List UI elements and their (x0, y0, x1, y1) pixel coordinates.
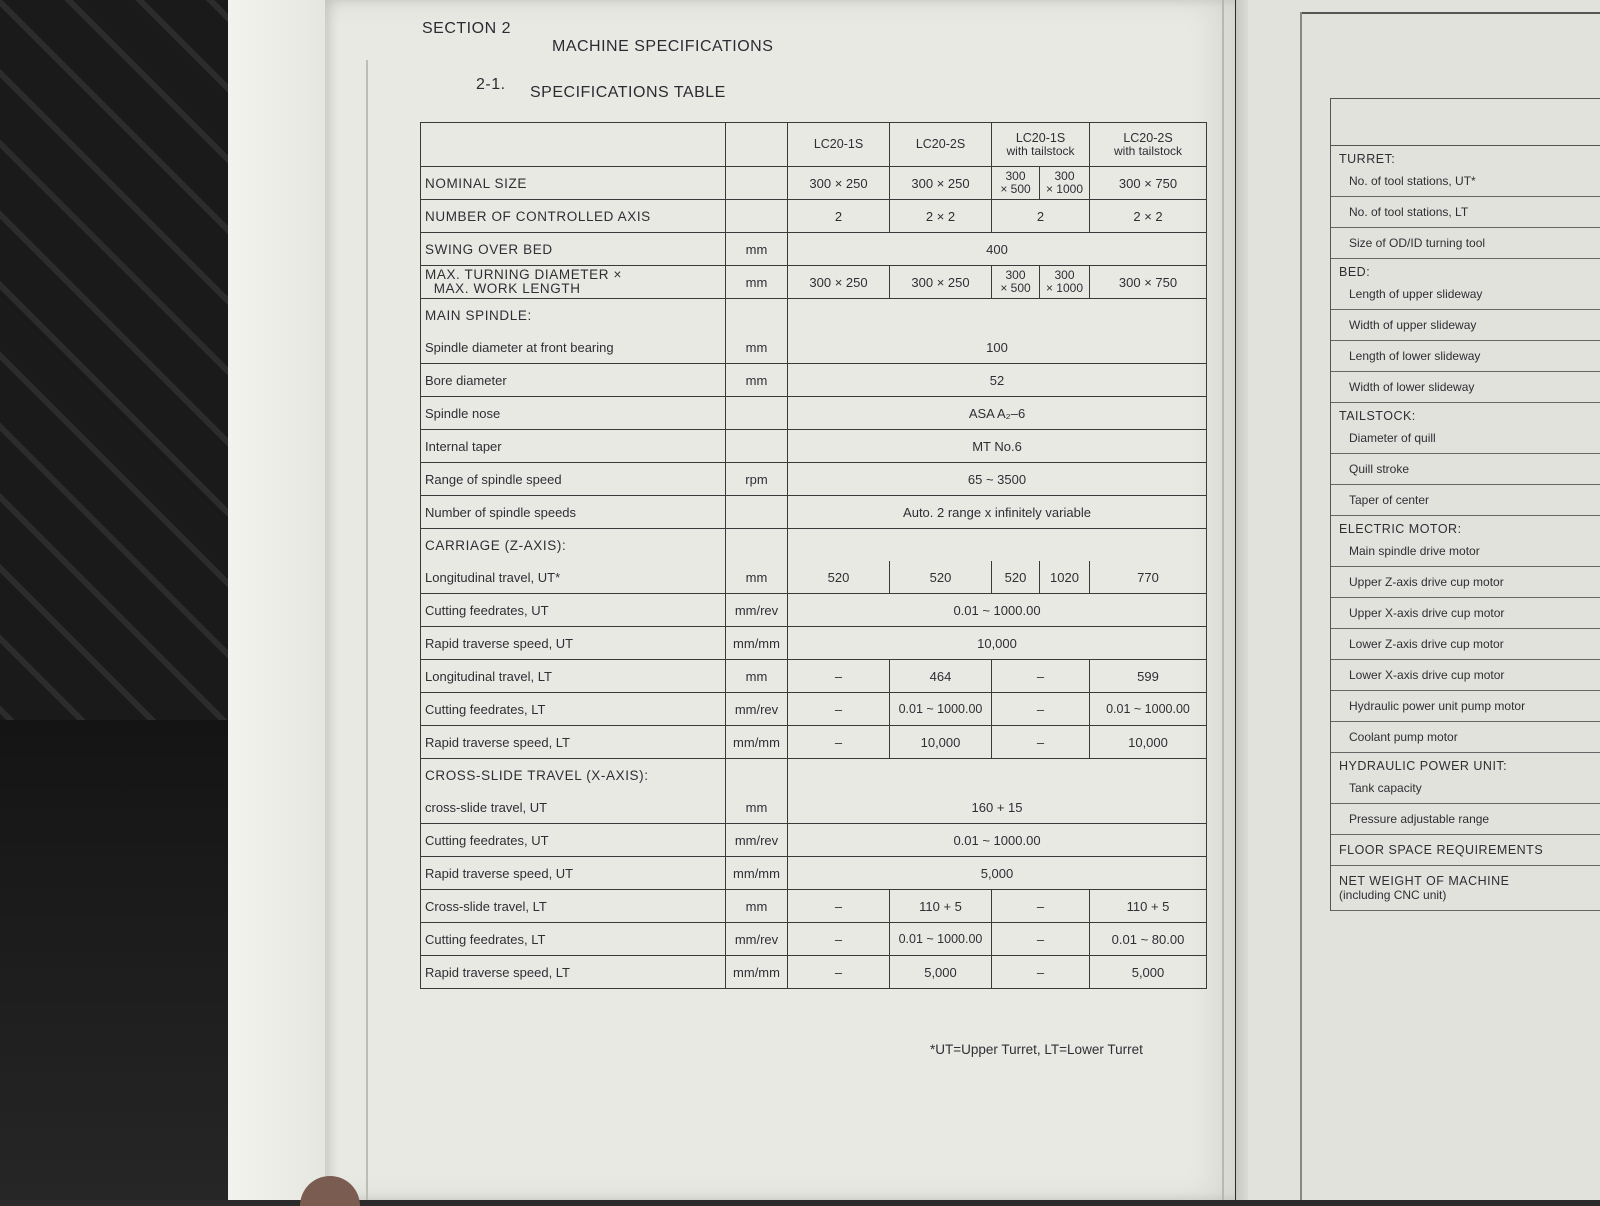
header-model-4-name: LC20-2S (1123, 130, 1173, 145)
footnote: *UT=Upper Turret, LT=Lower Turret (930, 1042, 1143, 1057)
value-cell: 464 (890, 660, 992, 693)
table-row (421, 824, 1207, 857)
unit-cell (726, 200, 788, 233)
unit-cell: mm/mm (726, 726, 788, 759)
unit-cell: mm (726, 331, 788, 364)
value-cell: 0.01 ~ 80.00 (1090, 923, 1207, 956)
unit-cell (726, 167, 788, 200)
unit-cell: mm/mm (726, 956, 788, 989)
value-cell: MT No.6 (788, 430, 1207, 463)
value-cell: – (992, 693, 1090, 726)
value-cell: – (992, 890, 1090, 923)
row-label: NOMINAL SIZE (421, 167, 726, 200)
header-model-4 (1090, 123, 1207, 167)
row-label-line2: MAX. WORK LENGTH (433, 281, 581, 296)
value-cell: – (788, 660, 890, 693)
unit-cell: mm/rev (726, 693, 788, 726)
row-label: Cross-slide travel, LT (421, 890, 726, 923)
section-title: MACHINE SPECIFICATIONS (552, 38, 774, 55)
right-list-item: Diameter of quill (1331, 423, 1600, 454)
right-list-category: NET WEIGHT OF MACHINE (1339, 874, 1510, 888)
value-cell: 300 × 250 (788, 167, 890, 200)
value-cell: 0.01 ~ 1000.00 (1090, 693, 1207, 726)
table-row (421, 890, 1207, 923)
right-list-item: Width of upper slideway (1331, 310, 1600, 341)
header-model-2: LC20-2S (890, 123, 992, 167)
value-cell: Auto. 2 range x infinitely variable (788, 496, 1207, 529)
table-row (421, 857, 1207, 890)
value-cell: 400 (788, 233, 1207, 266)
value-cell (788, 529, 1207, 562)
category-label: CARRIAGE (Z-AXIS): (421, 529, 726, 562)
subsection-title: SPECIFICATIONS TABLE (530, 84, 726, 101)
value-cell: 10,000 (788, 627, 1207, 660)
right-list-category: FLOOR SPACE REQUIREMENTS (1331, 835, 1600, 866)
header-model-3-name: LC20-1S (1015, 130, 1066, 145)
value-cell: 300 × 500 (992, 167, 1040, 200)
value-cell: 2 × 2 (890, 200, 992, 233)
header-blank (421, 123, 726, 167)
right-list-category: HYDRAULIC POWER UNIT: (1339, 759, 1508, 773)
header-model-3 (992, 123, 1090, 167)
right-page-frame-left (1300, 12, 1302, 1200)
value-cell: 520 (992, 561, 1040, 594)
header-unit-blank (726, 123, 788, 167)
table-row (421, 660, 1207, 693)
row-label (421, 266, 726, 299)
table-row (421, 331, 1207, 364)
unit-cell: mm (726, 791, 788, 824)
value-cell: 300 × 1000 (1040, 266, 1090, 299)
header-model-4-note: with tailstock (1113, 143, 1183, 158)
right-list-category: TAILSTOCK: (1339, 409, 1416, 423)
table-row (421, 233, 1207, 266)
value-cell: 100 (788, 331, 1207, 364)
unit-cell: mm/rev (726, 594, 788, 627)
table-row (421, 397, 1207, 430)
right-list-item: Coolant pump motor (1331, 722, 1600, 753)
table-row (421, 430, 1207, 463)
table-row (421, 627, 1207, 660)
row-label: Rapid traverse speed, LT (421, 726, 726, 759)
value-cell: – (788, 890, 890, 923)
row-label: Internal taper (421, 430, 726, 463)
row-label: Spindle nose (421, 397, 726, 430)
header-model-3-note: with tailstock (1006, 143, 1075, 158)
value-cell: 300 × 750 (1090, 167, 1207, 200)
value-cell: – (788, 923, 890, 956)
right-list-item: Quill stroke (1331, 454, 1600, 485)
right-list-item: Hydraulic power unit pump motor (1331, 691, 1600, 722)
value-cell: 770 (1090, 561, 1207, 594)
row-label: SWING OVER BED (421, 233, 726, 266)
unit-cell: mm (726, 364, 788, 397)
unit-cell: mm/rev (726, 923, 788, 956)
right-list-item: No. of tool stations, LT (1331, 197, 1600, 228)
header-model-1: LC20-1S (788, 123, 890, 167)
value-cell: 2 × 2 (1090, 200, 1207, 233)
right-list-category: TURRET: (1339, 152, 1396, 166)
right-list-item: No. of tool stations, UT* (1331, 166, 1600, 197)
value-cell: 110 + 5 (890, 890, 992, 923)
right-list-category: ELECTRIC MOTOR: (1339, 522, 1462, 536)
right-list-item: Taper of center (1331, 485, 1600, 516)
value-cell: – (992, 726, 1090, 759)
value-cell (788, 299, 1207, 332)
value-cell: – (992, 956, 1090, 989)
right-list-item: Main spindle drive motor (1331, 536, 1600, 567)
value-cell: 52 (788, 364, 1207, 397)
row-label: Number of spindle speeds (421, 496, 726, 529)
value-cell: 5,000 (1090, 956, 1207, 989)
section-number: SECTION 2 (422, 20, 511, 37)
value-cell: 300 × 250 (890, 167, 992, 200)
value-cell: 5,000 (890, 956, 992, 989)
right-list-item: Pressure adjustable range (1331, 804, 1600, 835)
unit-cell (726, 496, 788, 529)
row-label: Cutting feedrates, UT (421, 594, 726, 627)
row-label: Cutting feedrates, UT (421, 824, 726, 857)
unit-cell (726, 397, 788, 430)
table-row (421, 956, 1207, 989)
value-cell: 1020 (1040, 561, 1090, 594)
page-right-rule (1222, 0, 1224, 1200)
value-cell (788, 759, 1207, 792)
value-cell: – (788, 726, 890, 759)
value-cell: 300 × 250 (890, 266, 992, 299)
table-row (421, 594, 1207, 627)
right-list-item: Width of lower slideway (1331, 372, 1600, 403)
value-cell: 10,000 (890, 726, 992, 759)
subsection-number: 2-1. (476, 76, 506, 93)
table-row (421, 923, 1207, 956)
right-list-item: Upper X-axis drive cup motor (1331, 598, 1600, 629)
value-cell: 0.01 ~ 1000.00 (890, 923, 992, 956)
table-row (421, 561, 1207, 594)
table-row (421, 529, 1207, 562)
specifications-table (420, 122, 1207, 989)
row-label-line1: MAX. TURNING DIAMETER × (425, 267, 622, 282)
row-label: Bore diameter (421, 364, 726, 397)
right-list-category: BED: (1339, 265, 1371, 279)
value-cell: 10,000 (1090, 726, 1207, 759)
margin-rule (366, 60, 368, 1200)
row-label: Cutting feedrates, LT (421, 923, 726, 956)
row-label: cross-slide travel, UT (421, 791, 726, 824)
value-cell: 300 × 750 (1090, 266, 1207, 299)
row-label: Rapid traverse speed, UT (421, 627, 726, 660)
row-label: Rapid traverse speed, UT (421, 857, 726, 890)
value-cell: 5,000 (788, 857, 1207, 890)
book-gutter (1236, 0, 1248, 1200)
row-label: Longitudinal travel, UT* (421, 561, 726, 594)
table-row (421, 726, 1207, 759)
right-list-item: Tank capacity (1331, 773, 1600, 804)
right-table-header (1331, 99, 1600, 146)
value-cell: 2 (992, 200, 1090, 233)
table-row (421, 299, 1207, 332)
right-list-item: Size of OD/ID turning tool (1331, 228, 1600, 259)
unit-cell (726, 529, 788, 562)
table-row (421, 496, 1207, 529)
table-row (421, 791, 1207, 824)
unit-cell: mm/mm (726, 857, 788, 890)
value-cell: 0.01 ~ 1000.00 (788, 594, 1207, 627)
value-cell: – (788, 693, 890, 726)
value-cell: 300 × 500 (992, 266, 1040, 299)
right-list-category: (including CNC unit) (1331, 888, 1600, 911)
table-row (421, 693, 1207, 726)
right-page-frame-top (1300, 12, 1600, 14)
unit-cell (726, 430, 788, 463)
value-cell: 110 + 5 (1090, 890, 1207, 923)
value-cell: 160 + 15 (788, 791, 1207, 824)
unit-cell: mm/rev (726, 824, 788, 857)
value-cell: 0.01 ~ 1000.00 (890, 693, 992, 726)
unit-cell (726, 759, 788, 792)
unit-cell: mm (726, 266, 788, 299)
right-list-item: Length of upper slideway (1331, 279, 1600, 310)
value-cell: – (788, 956, 890, 989)
value-cell: 2 (788, 200, 890, 233)
value-cell: 300 × 250 (788, 266, 890, 299)
row-label: Range of spindle speed (421, 463, 726, 496)
table-row (421, 463, 1207, 496)
page-edge (228, 0, 328, 1200)
row-label: Cutting feedrates, LT (421, 693, 726, 726)
unit-cell: mm (726, 890, 788, 923)
row-label: NUMBER OF CONTROLLED AXIS (421, 200, 726, 233)
unit-cell: mm (726, 660, 788, 693)
unit-cell: rpm (726, 463, 788, 496)
value-cell: 520 (890, 561, 992, 594)
value-cell: 300 × 1000 (1040, 167, 1090, 200)
unit-cell: mm (726, 561, 788, 594)
right-list-item: Lower Z-axis drive cup motor (1331, 629, 1600, 660)
row-label: Longitudinal travel, LT (421, 660, 726, 693)
right-list-item: Lower X-axis drive cup motor (1331, 660, 1600, 691)
table-row (421, 759, 1207, 792)
value-cell: 599 (1090, 660, 1207, 693)
row-label: Rapid traverse speed, LT (421, 956, 726, 989)
table-row (421, 200, 1207, 233)
value-cell: ASA A₂–6 (788, 397, 1207, 430)
category-label: MAIN SPINDLE: (421, 299, 726, 332)
value-cell: 65 ~ 3500 (788, 463, 1207, 496)
unit-cell: mm (726, 233, 788, 266)
value-cell: 0.01 ~ 1000.00 (788, 824, 1207, 857)
value-cell: 520 (788, 561, 890, 594)
value-cell: – (992, 660, 1090, 693)
row-label: Spindle diameter at front bearing (421, 331, 726, 364)
value-cell: – (992, 923, 1090, 956)
table-header-row (421, 123, 1207, 167)
unit-cell: mm/mm (726, 627, 788, 660)
unit-cell (726, 299, 788, 332)
category-label: CROSS-SLIDE TRAVEL (X-AXIS): (421, 759, 726, 792)
right-list-item: Length of lower slideway (1331, 341, 1600, 372)
right-page-spec-list (1330, 98, 1600, 911)
right-list-item: Upper Z-axis drive cup motor (1331, 567, 1600, 598)
table-row (421, 364, 1207, 397)
table-row (421, 266, 1207, 299)
table-row (421, 167, 1207, 200)
